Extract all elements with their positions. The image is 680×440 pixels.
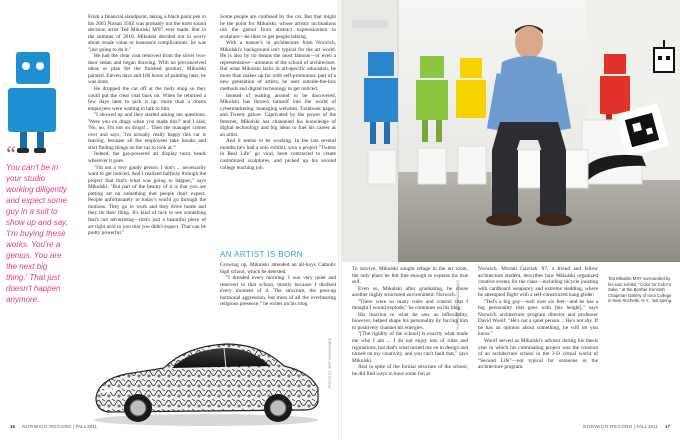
paragraph: "Ted's a big guy—well over six feet—and he has a big personality that goes with [his height]," says Norwich architecture program director and professor David Woolf. "He's not a quiet person.... He's not shy. If he has an opinion about something, he will let you know." [478,298,598,338]
right-page-column-2 [478,266,598,371]
magazine-name: NORWICH RECORD [22,424,72,429]
painted-car-photo [86,328,326,428]
paragraph: Indeed, the gas-powered art display turns heads wherever it goes. [88,151,206,165]
page-folio-left [10,424,97,429]
page-number: 17 [664,424,670,429]
blue-robot-sculpture [8,52,56,152]
left-page-column-1 [88,14,206,237]
paragraph: And it seems to be working. In the last several months he's had a solo exhibit, won a project "Tweets in Real Life" go viral, been contracted to create customized sculptures, and picked up his second college teaching job. [220,138,336,171]
photo-caption: Ted Mikulski M'07 surrounded by his solo exhibit, "Color for Color's Sake," at the Brother Kenneth Chapman Gallery of Iona College in New Rochelle, N.Y., last spring. [608,276,673,304]
photo-credit: PHOTO BY JEFF WOODWARD [456,279,460,330]
paragraph: He dropped the car off at the body shop so they could put the clear coat back on. When he returned a few days later to pick it up, more than a dozen employees were waiting to talk to him. [88,86,206,112]
photo-credit: PHOTO BY JEFF WOODWARD [328,337,332,388]
pull-quote [4,141,68,305]
paragraph: "I'm not a very gaudy person. I don't ... necessarily want to get noticed. And I realized halfway through the project that that's what was going to happen," says Mikulski. "But part of the beauty of it is that you are putting art on something that people don't expect. People unfortunately in today's world go through the motions. They go to work and they drive home and they do their thing. It's kind of nice to see something that's not advertising—that's just a beautiful piece of art right next to you that you didn't expect. That can be pretty powerful." [88,164,206,237]
pull-quote-text: You can't be in your studio working diligently and expect some guy in a suit to show up and say, 'I'm buying these works. You're a genius. You are the next big thing.' That just doesn't happen anymore. [6,163,68,304]
left-page-column-2-continued [220,262,336,308]
issue-date: FALL 2011 [75,424,97,429]
right-page-column-1 [352,266,468,377]
paragraph: From a financial standpoint, taking a black paint pen to his 2003 Nissan 350Z was probably not the most sound decision artist Ted Mikulski M'07 ever made. But in the summer of 2010, Mikulski decided not to worry about resale value or insurance complications: he was "just going to do it." [88,14,206,53]
paragraph: Norwich. Moriah Gavriah '07, a friend and fellow architecture student, describes how Mikulski organized creative events for the class—including bicycle jousting with cardboard weaponry and extreme sledding, where he attempted flight with a self-constructed hang glider. [478,266,598,299]
paragraph: "I dreaded every morning. I was very quiet and reserved in that school, mostly because I disliked every moment of it. The structure, the pent-up hormonal aggression, but most of all the overbearing religious presence," he writes on his blog. [220,275,336,308]
issue-date: FALL 2011 [636,424,658,429]
page-folio-right [583,424,670,429]
left-page-column-2 [220,14,336,171]
paragraph: With a master's in architecture from Norwich, Mikulski's background isn't typical for the art world. He is also by no means the most famous—or even a representative—alumnus of the school of architecture. But what Mikulski lacks in art-specific education, he more than makes up for with self-promotion: part of a new generation of artists, he uses outside-the-box methods and digital technology to get noticed. [220,40,336,93]
artist-gallery-photo [342,0,680,262]
section-heading: AN ARTIST IS BORN [220,250,303,259]
paragraph: "There were so many rules and control that I thought I would explode," he continues on his blog. [352,298,468,312]
paragraph: Even so, Mikulski after graduating, he chose another highly structured environment: Norwich. [352,285,468,299]
magazine-name: NORWICH RECORD [583,424,633,429]
issue-divider: | [73,424,76,429]
paragraph: Growing up, Mikulski attended an all-boys Catholic high school, which he detested. [220,262,336,275]
paragraph: Some people are confused by the car. But that might be the point for Mikulski, whose artistic inclinations run the gamut from abstract expressionism to sculpture—he likes to get people talking. [220,14,336,40]
paragraph: His reaction to what he saw as inflexibility, however, helped shape his personality by forcing him to positively channel his energies. [352,311,468,331]
paragraph: And in spite of the formal structure of the school, he did find ways to have some fun at [352,364,468,377]
paragraph: He had the clear coat removed from the silver two-door sedan and began drawing. With no preconceived ideas or plan for the finished product, Mikulski painted. Eleven days and 160 hours of painting later, he was done. [88,53,206,86]
paragraph: Woolf served as Mikulski's advisor during his thesis year in which his culminating project was the creation of an architecture school in the 3-D virtual world of "Second Life"—not typical for someone in the architecture program. [478,338,598,371]
paragraph: "I showed up and they started asking me questions: 'Were you on drugs when you made this?' and I said, 'No, no; I'm not on drugs!... Then the manager comes over and says, 'I'm actually really happy this car is leaving, because all the employees take breaks and start finding things on the car to look at.'" [88,112,206,151]
page-number: 16 [10,424,16,429]
quote-mark-icon: “ [4,141,17,166]
paragraph: Instead of waiting around to be discovered, Mikulski has thrown himself into the world of cybermarketing: managing websites, Facebook pages, and Tweets galore. Captivated by the power of the Internet, Mikulski has channeled his knowledge of digital technology and big ideas to fuel his career as an artist. [220,92,336,138]
paragraph: To survive, Mikulski sought refuge in the art room, the only place he felt free enough to express his true self. [352,266,468,286]
issue-divider: | [634,424,637,429]
paragraph: "[The rigidity of the school] is exactly what made me who I am ... I do not enjoy lots of rules and regulations, but that's what turned me on to design and turned on my creativity, and you can't fault that," says Mikulski. [352,331,468,364]
